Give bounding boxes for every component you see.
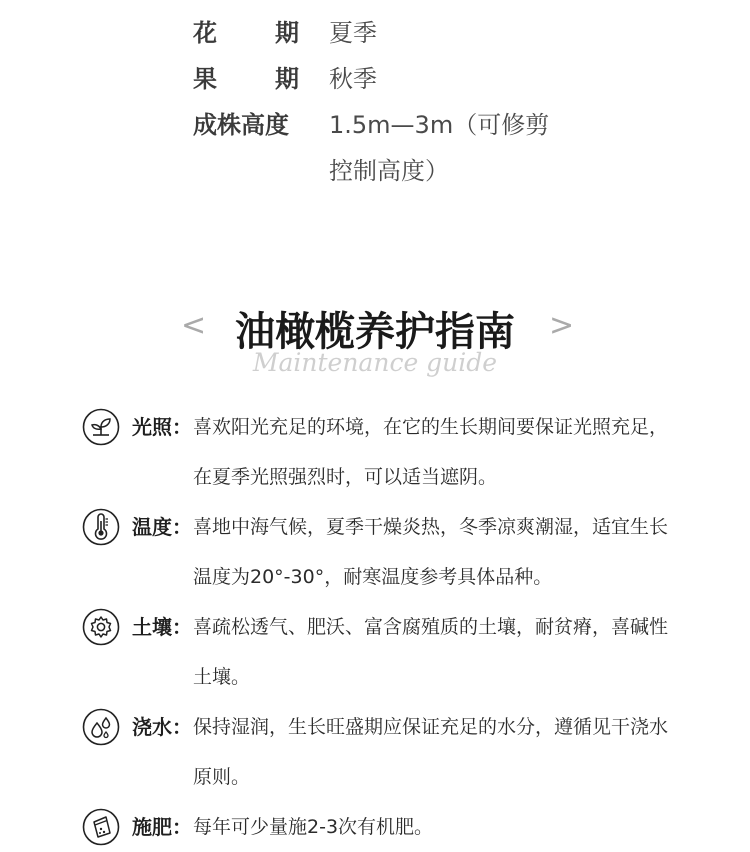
prev-arrow[interactable]: < (181, 308, 207, 343)
spec-label (193, 64, 299, 94)
guide-header (0, 296, 750, 386)
spec-value: 秋季 (329, 65, 377, 93)
spec-label-char: 期 (275, 65, 299, 93)
guide-text: 喜地中海气候，夏季干燥炎热，冬季凉爽潮湿，适宜生长温度为20°-30°，耐寒温度参考具体品种。 (193, 516, 669, 588)
guide-text: 喜疏松透气、肥沃、富含腐殖质的土壤，耐贫瘠，喜碱性土壤。 (193, 616, 669, 688)
guide-label: 温度： (132, 515, 192, 539)
guide-label: 施肥： (132, 815, 192, 839)
guide-title: 油橄榄养护指南 (235, 308, 515, 355)
next-arrow[interactable]: > (549, 308, 575, 343)
spec-value: 夏季 (329, 19, 377, 47)
sprout-icon (82, 408, 120, 446)
guide-label: 土壤： (132, 615, 192, 639)
guide-text: 喜欢阳光充足的环境，在它的生长期间要保证光照充足，在夏季光照强烈时，可以适当遮阴。 (193, 416, 669, 488)
guide-text: 每年可少量施2-3次有机肥。 (193, 816, 434, 838)
spec-label (193, 18, 299, 48)
guide-label: 浇水： (132, 715, 192, 739)
spec-label-char: 期 (275, 19, 299, 47)
guide-text: 保持湿润，生长旺盛期应保证充足的水分，遵循见干浇水原则。 (193, 716, 669, 788)
gear-icon (82, 608, 120, 646)
water-drops-icon (82, 708, 120, 746)
spec-label-char: 果 (193, 65, 217, 93)
spec-value: 1.5m—3m（可修剪控制高度） (329, 111, 550, 185)
thermometer-icon (82, 508, 120, 546)
guide-subtitle: Maintenance guide (252, 348, 498, 377)
spec-label: 成株高度 (193, 111, 289, 139)
guide-label: 光照： (132, 415, 192, 439)
fertilizer-bag-icon (82, 808, 120, 846)
spec-label-char: 花 (193, 19, 217, 47)
